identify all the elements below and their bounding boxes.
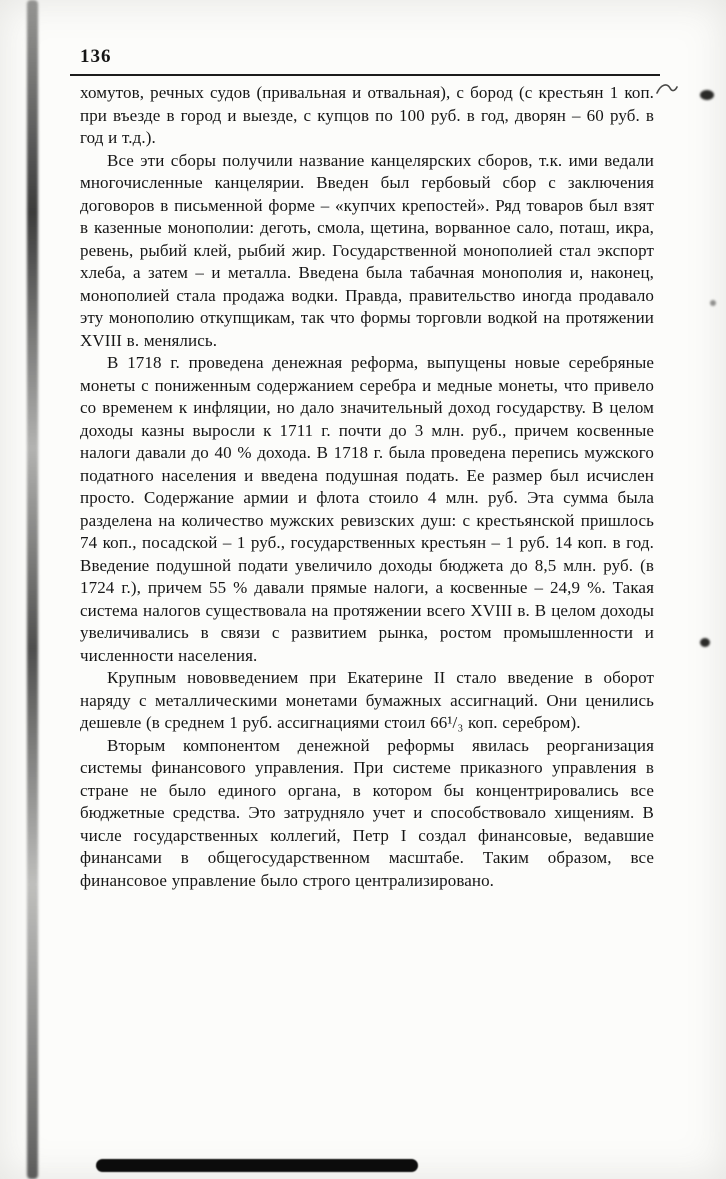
- scan-artifact-left-edge: [27, 0, 38, 1179]
- scan-artifact-bottom-bar: [96, 1159, 418, 1172]
- scan-artifact-speck: [700, 638, 710, 647]
- paragraph: хомутов, речных судов (привальная и отвальная), с бород (с крестьян 1 коп. при въезде в город и выезде, с купцов по 100 руб. в год, дворян – 60 руб. в год и т.д.).: [80, 83, 654, 147]
- page-number: 136: [80, 46, 112, 67]
- paragraph: Вторым компонентом денежной реформы явилась реорганизация системы финансового управления. При системе приказного управления в стране не было единого органа, в котором бы концентрировались все бюджетные средства. Это затрудняло учет и способствовало хищениям. В числе государственных коллегий, Петр I создал финансовые, ведавшие финансами в общегосударственном масштабе. Таким образом, все финансовое управление было строго централизировано.: [80, 735, 654, 890]
- scan-artifact-speck: [710, 300, 716, 306]
- scan-artifact-speck: [700, 90, 714, 100]
- pen-mark: [656, 82, 678, 96]
- paragraph: В 1718 г. проведена денежная реформа, выпущены новые серебряные монеты с пониженным содержанием серебра и медные монеты, что привело со временем к инфляции, но дало значительный доход государству. В целом доходы казны выросли к 1711 г. почти до 3 млн. руб., причем косвенные налоги давали до 40 % дохода. В 1718 г. была проведена перепись мужского податного населения и введена подушная подать. Ее размер был исчислен просто. Содержание армии и флота стоило 4 млн. руб. Эта сумма была разделена на количество мужских ревизских душ: с крестьянской пришлось 74 коп., посадской – 1 руб., государственных крестьян – 1 руб. 14 коп. в год. Введение подушной подати увеличило доходы бюджета до 8,5 млн. руб. (в 1724 г.), причем 55 % давали прямые налоги, а косвенные – 24,9 %. Такая система налогов существовала на протяжении всего XVIII в. В целом доходы увеличивались в связи с развитием рынка, ростом промышленности и численности населения.: [80, 353, 654, 665]
- paragraph: Все эти сборы получили название канцелярских сборов, т.к. ими ведали многочисленные канцелярии. Введен был гербовый сбор с заключения договоров в письменной форме – «купчих крепостей». Ряд товаров был взят в казенные монополии: деготь, смола, щетина, ворванное сало, поташ, икра, ревень, рыбий клей, рыбий жир. Государственной монополией стал экспорт хлеба, а затем – и металла. Введена была табачная монополия и, наконец, монополией стала продажа водки. Правда, правительство иногда продавало эту монополию откупщикам, так что формы торговли водкой на протяжении XVIII в. менялись.: [80, 150, 654, 350]
- paragraph: Крупным нововведением при Екатерине II стало введение в оборот наряду с металлическими монетами бумажных ассигнаций. Они ценились дешевле (в среднем 1 руб. ассигнациями стоил 66¹/₃ коп. серебром).: [80, 668, 654, 732]
- page-text: [80, 82, 654, 892]
- header-rule: [70, 74, 660, 76]
